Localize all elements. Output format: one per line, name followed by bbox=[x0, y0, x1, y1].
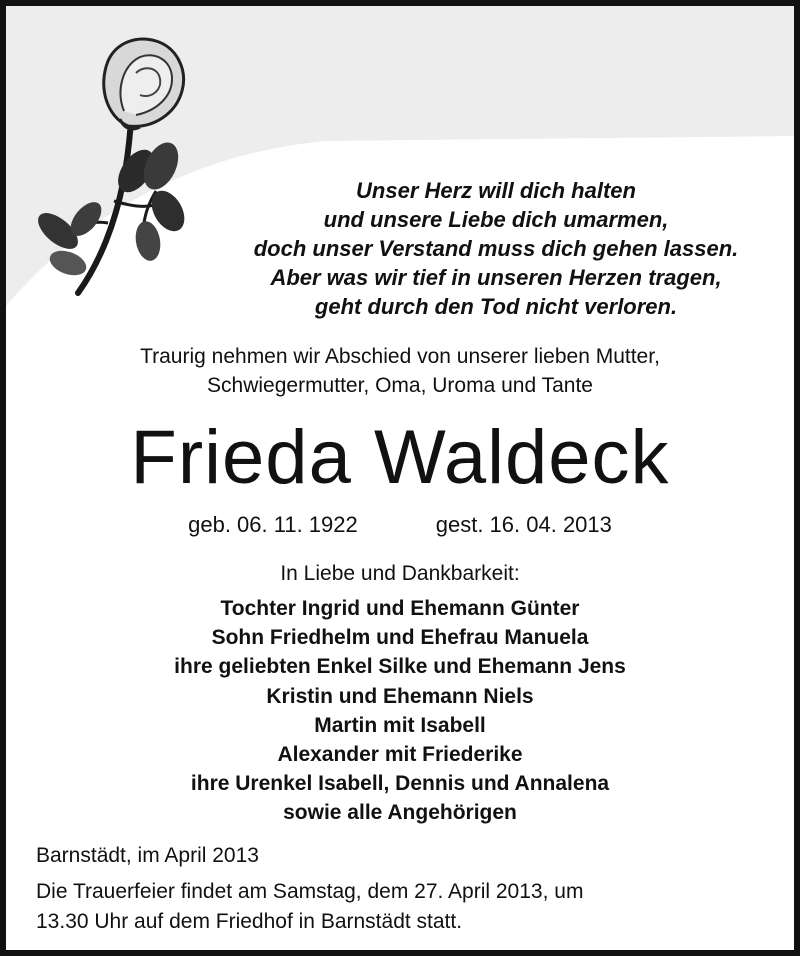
family-member: ihre geliebten Enkel Silke und Ehemann Jens bbox=[174, 655, 626, 679]
family-member: sowie alle Angehörigen bbox=[283, 801, 517, 825]
gratitude-line: In Liebe und Dankbarkeit: bbox=[280, 562, 520, 585]
deceased-name: Frieda Waldeck bbox=[130, 415, 670, 500]
intro-line: Traurig nehmen wir Abschied von unserer lieben Mutter, bbox=[140, 345, 660, 368]
family-member: Martin mit Isabell bbox=[314, 713, 486, 737]
poem-line: Unser Herz will dich halten bbox=[356, 178, 636, 203]
life-dates bbox=[6, 510, 794, 540]
footer bbox=[36, 841, 786, 937]
family-member: ihre Urenkel Isabell, Dennis und Annalena bbox=[190, 772, 610, 796]
death-date: gest. 16. 04. 2013 bbox=[435, 512, 612, 537]
service-line: Die Trauerfeier findet am Samstag, dem 27. April 2013, um bbox=[36, 880, 584, 903]
family-member: Tochter Ingrid und Ehemann Günter bbox=[220, 597, 580, 620]
birth-date: geb. 06. 11. 1922 bbox=[188, 512, 358, 537]
rose-icon bbox=[36, 31, 206, 296]
poem-line: Aber was wir tief in unseren Herzen tragen, bbox=[270, 265, 722, 290]
family-member: Alexander mit Friederike bbox=[277, 743, 523, 767]
service-line: 13.30 Uhr auf dem Friedhof in Barnstädt statt. bbox=[36, 910, 463, 933]
funeral-service-info bbox=[36, 877, 786, 937]
family-member: Kristin und Ehemann Niels bbox=[266, 684, 534, 708]
farewell-intro bbox=[6, 342, 794, 400]
family-member: Sohn Friedhelm und Ehefrau Manuela bbox=[211, 626, 589, 650]
poem-line: und unsere Liebe dich umarmen, bbox=[323, 207, 669, 232]
poem-line: geht durch den Tod nicht verloren. bbox=[314, 294, 678, 319]
poem-line: doch unser Verstand muss dich gehen lassen. bbox=[253, 236, 739, 261]
poem bbox=[216, 176, 776, 321]
intro-line: Schwiegermutter, Oma, Uroma und Tante bbox=[207, 374, 593, 397]
place-date: Barnstädt, im April 2013 bbox=[36, 844, 259, 867]
family-list bbox=[6, 594, 794, 828]
